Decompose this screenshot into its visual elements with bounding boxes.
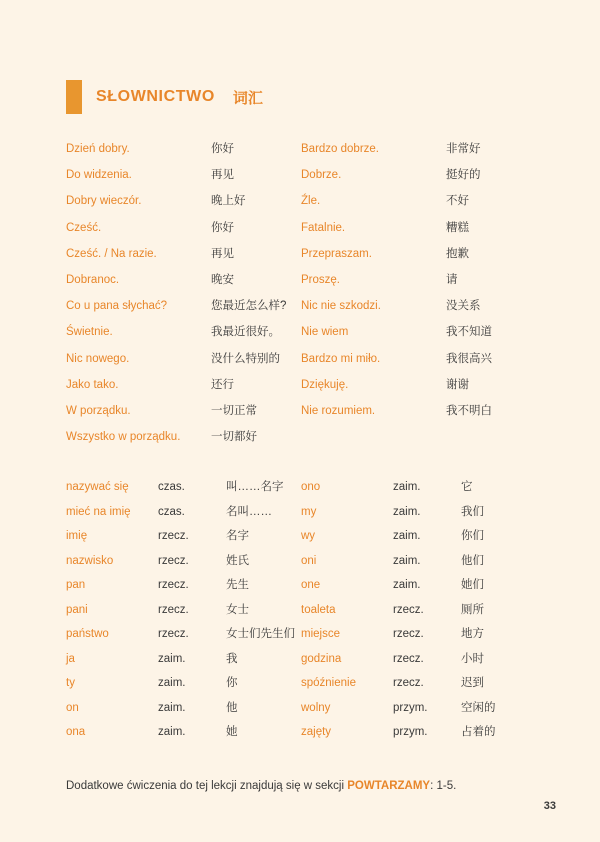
phrase-chinese: 我最近很好。 (211, 326, 280, 339)
word-part-of-speech: zaim. (158, 701, 186, 714)
phrase-polish: W porządku. (66, 404, 131, 417)
word-chinese: 它 (461, 481, 473, 493)
vocabulary-column-right (301, 480, 536, 750)
phrase-chinese: 没关系 (446, 300, 481, 313)
phrase-chinese: 再见 (211, 247, 234, 260)
word-part-of-speech: rzecz. (158, 579, 189, 591)
table-row (301, 701, 536, 726)
phrase-row (66, 221, 301, 247)
word-chinese: 先生 (226, 579, 249, 591)
word-part-of-speech: zaim. (393, 530, 421, 542)
word-chinese: 他 (226, 701, 238, 714)
phrase-chinese: 晚安 (211, 273, 234, 286)
phrase-chinese: 挺好的 (446, 169, 481, 182)
phrase-row (301, 221, 536, 247)
word-part-of-speech: rzecz. (393, 628, 424, 640)
phrase-row (66, 194, 301, 220)
word-polish: pan (66, 579, 86, 591)
word-polish: imię (66, 530, 88, 542)
word-part-of-speech: czas. (158, 505, 185, 518)
table-row (66, 701, 301, 726)
word-part-of-speech: zaim. (158, 652, 186, 665)
word-polish: ono (301, 481, 321, 493)
table-row (301, 529, 536, 554)
table-row (66, 627, 301, 652)
word-chinese: 她们 (461, 579, 484, 591)
phrase-polish: Przepraszam. (301, 247, 372, 260)
phrase-row (301, 168, 536, 194)
table-row (301, 725, 536, 750)
phrase-polish: Bardzo mi miło. (301, 352, 381, 365)
word-polish: ona (66, 726, 86, 738)
phrase-polish: Wszystko w porządku. (66, 431, 181, 444)
word-part-of-speech: rzecz. (393, 603, 424, 616)
phrase-chinese: 我不知道 (446, 326, 492, 339)
word-part-of-speech: rzecz. (158, 628, 189, 640)
table-row (301, 578, 536, 603)
phrase-polish: Dziękuję. (301, 378, 349, 391)
word-chinese: 她 (226, 726, 238, 738)
word-chinese: 我 (226, 652, 238, 665)
vocabulary-column-left (66, 480, 301, 750)
word-part-of-speech: rzecz. (158, 530, 189, 542)
word-chinese: 占着的 (461, 726, 496, 738)
word-polish: państwo (66, 628, 109, 640)
phrase-polish: Nie wiem (301, 326, 349, 339)
phrase-row (301, 299, 536, 325)
phrase-chinese: 非常好 (446, 143, 481, 155)
word-polish: mieć na imię (66, 505, 131, 518)
phrase-row (301, 194, 536, 220)
word-part-of-speech: zaim. (393, 481, 421, 493)
phrase-chinese: 不好 (446, 195, 469, 208)
phrase-row (66, 404, 301, 430)
phrase-chinese: 我不明白 (446, 404, 492, 417)
word-polish: spóźnienie (301, 677, 356, 689)
table-row (301, 627, 536, 652)
phrase-polish: Nie rozumiem. (301, 404, 376, 417)
phrase-chinese: 你好 (211, 143, 234, 155)
phrase-polish: Źle. (301, 195, 321, 208)
word-polish: my (301, 505, 317, 518)
footer-note-highlight: POWTARZAMY (347, 780, 431, 792)
phrase-row (66, 299, 301, 325)
phrase-list (66, 142, 536, 456)
word-chinese: 你 (226, 677, 238, 689)
word-chinese: 你们 (461, 530, 484, 542)
page-number: 33 (543, 800, 556, 812)
word-chinese: 女士们先生们 (226, 628, 295, 640)
word-part-of-speech: zaim. (393, 579, 421, 591)
phrase-polish: Świetnie. (66, 326, 113, 339)
table-row (66, 480, 301, 505)
phrase-chinese: 晚上好 (211, 195, 246, 208)
word-polish: miejsce (301, 628, 340, 640)
word-chinese: 地方 (461, 628, 484, 640)
phrase-polish: Dobry wieczór. (66, 195, 142, 208)
table-row (66, 529, 301, 554)
phrase-row (301, 378, 536, 404)
word-part-of-speech: czas. (158, 481, 185, 493)
table-row (66, 725, 301, 750)
word-polish: ja (66, 652, 75, 665)
phrase-chinese: 一切都好 (211, 431, 257, 444)
word-part-of-speech: przym. (393, 701, 428, 714)
word-part-of-speech: rzecz. (158, 554, 189, 567)
phrase-chinese: 一切正常 (211, 404, 257, 417)
phrase-polish: Nic nie szkodzi. (301, 300, 381, 313)
phrase-row (66, 378, 301, 404)
table-row (301, 480, 536, 505)
word-polish: nazwisko (66, 554, 114, 567)
phrase-polish: Bardzo dobrze. (301, 143, 379, 155)
section-marker-icon (66, 80, 82, 114)
table-row (66, 652, 301, 677)
phrase-chinese: 我很高兴 (446, 352, 492, 365)
word-polish: on (66, 701, 79, 714)
word-part-of-speech: zaim. (158, 726, 186, 738)
word-chinese: 迟到 (461, 677, 484, 689)
phrase-column-right (301, 142, 536, 456)
phrase-chinese: 没什么特别的 (211, 352, 280, 365)
word-chinese: 名字 (226, 530, 249, 542)
phrase-row (301, 247, 536, 273)
word-part-of-speech: rzecz. (158, 603, 189, 616)
word-chinese: 叫……名字 (226, 481, 284, 493)
word-polish: oni (301, 554, 317, 567)
phrase-row (301, 404, 536, 430)
word-polish: pani (66, 603, 88, 616)
word-part-of-speech: zaim. (158, 677, 186, 689)
phrase-row (301, 352, 536, 378)
phrase-chinese: 谢谢 (446, 378, 469, 391)
phrase-row (66, 168, 301, 194)
phrase-polish: Co u pana słychać? (66, 300, 168, 313)
phrase-chinese: 请 (446, 273, 458, 286)
phrase-column-left (66, 142, 301, 456)
phrase-polish: Jako tako. (66, 378, 119, 391)
table-row (301, 505, 536, 530)
table-row (66, 603, 301, 628)
phrase-row (66, 273, 301, 299)
phrase-chinese: 你好 (211, 221, 234, 234)
word-polish: godzina (301, 652, 342, 665)
phrase-polish: Nic nowego. (66, 352, 130, 365)
word-polish: ty (66, 677, 75, 689)
vocabulary-table (66, 480, 536, 750)
table-row (301, 554, 536, 579)
word-part-of-speech: przym. (393, 726, 428, 738)
phrase-chinese: 您最近怎么样? (211, 300, 287, 313)
phrase-row (66, 430, 301, 456)
phrase-polish: Fatalnie. (301, 221, 346, 234)
phrase-polish: Dzień dobry. (66, 143, 130, 155)
word-polish: nazywać się (66, 481, 129, 493)
word-chinese: 小时 (461, 652, 484, 665)
table-row (66, 505, 301, 530)
word-polish: zajęty (301, 726, 332, 738)
phrase-polish: Dobranoc. (66, 273, 120, 286)
word-chinese: 他们 (461, 554, 484, 567)
phrase-polish: Dobrze. (301, 169, 342, 182)
word-polish: toaleta (301, 603, 336, 616)
phrase-row (66, 325, 301, 351)
phrase-chinese: 再见 (211, 169, 234, 182)
phrase-polish: Cześć. (66, 221, 102, 234)
phrase-row (66, 142, 301, 168)
word-part-of-speech: rzecz. (393, 652, 424, 665)
word-polish: wolny (301, 701, 331, 714)
footer-note-after: : 1-5. (430, 780, 457, 792)
word-part-of-speech: zaim. (393, 505, 421, 518)
table-row (301, 676, 536, 701)
phrase-row (66, 247, 301, 273)
phrase-chinese: 抱歉 (446, 247, 469, 260)
table-row (301, 652, 536, 677)
phrase-polish: Do widzenia. (66, 169, 132, 182)
word-chinese: 我们 (461, 505, 484, 518)
word-chinese: 空闲的 (461, 701, 496, 714)
word-chinese: 名叫…… (226, 505, 272, 518)
phrase-row (66, 352, 301, 378)
phrase-row (301, 325, 536, 351)
phrase-chinese: 还行 (211, 378, 234, 391)
footer-note-before: Dodatkowe ćwiczenia do tej lekcji znajdują się w sekcji (66, 780, 348, 792)
word-polish: wy (301, 530, 316, 542)
phrase-row (301, 142, 536, 168)
word-chinese: 女士 (226, 603, 249, 616)
table-row (66, 554, 301, 579)
phrase-polish: Cześć. / Na razie. (66, 247, 157, 260)
table-row (66, 676, 301, 701)
word-part-of-speech: zaim. (393, 554, 421, 567)
table-row (301, 603, 536, 628)
word-chinese: 厕所 (461, 603, 484, 616)
footer-note (66, 780, 456, 792)
phrase-row (301, 273, 536, 299)
word-polish: one (301, 579, 321, 591)
section-title: SŁOWNICTWO (96, 88, 215, 105)
word-chinese: 姓氏 (226, 554, 249, 567)
phrase-polish: Proszę. (301, 273, 340, 286)
section-header (66, 80, 263, 114)
word-part-of-speech: rzecz. (393, 677, 424, 689)
section-title-chinese: 词汇 (232, 89, 263, 107)
table-row (66, 578, 301, 603)
phrase-chinese: 糟糕 (446, 221, 469, 234)
